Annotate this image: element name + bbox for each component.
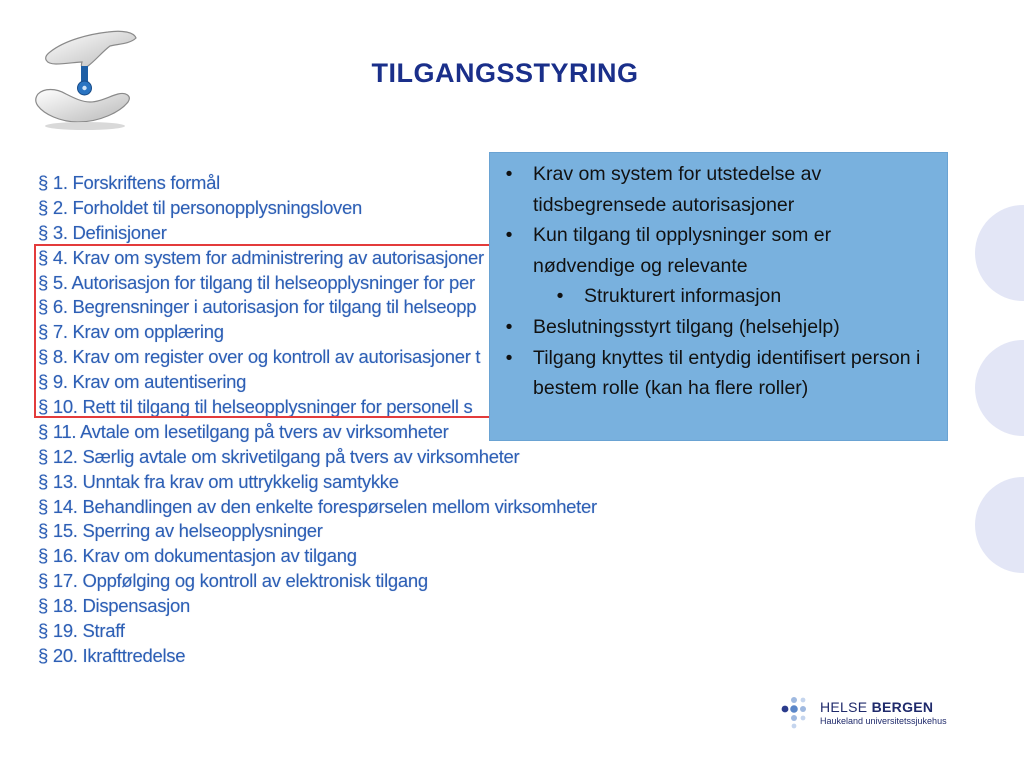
bullet-item [490, 159, 947, 220]
list-item: § 19. Straff [38, 620, 125, 642]
bullet-text: Strukturert informasjon [584, 285, 782, 308]
list-item: § 4. Krav om system for administrering av autorisasjoner [38, 246, 484, 268]
decorative-circle [975, 205, 1024, 301]
list-item: § 7. Krav om opplæring [38, 321, 224, 343]
list-item: § 12. Særlig avtale om skrivetilgang på tvers av virksomheter [38, 445, 520, 467]
list-item: § 16. Krav om dokumentasjon av tilgang [38, 545, 357, 567]
decorative-circle [975, 340, 1024, 436]
list-item: § 9. Krav om autentisering [38, 371, 247, 393]
bullet-icon: • [505, 224, 513, 247]
hands-with-key-icon [30, 22, 145, 132]
list-item: § 6. Begrensninger i autorisasjon for tilgang til helseopp [38, 296, 477, 318]
bullet-text: Tilgang knyttes til entydig identifisert person i bestem rolle (kan ha flere roller) [533, 346, 921, 400]
info-box [489, 152, 948, 441]
list-item: § 3. Definisjoner [38, 221, 167, 243]
list-item: § 10. Rett til tilgang til helseopplysninger for personell s [38, 396, 473, 418]
info-bullet-list [490, 159, 947, 404]
bullet-text: Beslutningsstyrt tilgang (helsehjelp) [533, 315, 840, 338]
list-item: § 14. Behandlingen av den enkelte forespørselen mellom virksomheter [38, 495, 597, 517]
highlight-frame [34, 244, 504, 418]
slide-title: TILGANGSSTYRING [371, 58, 639, 88]
brand-name-bold: BERGEN [871, 699, 934, 715]
list-item: § 13. Unntak fra krav om uttrykkelig samtykke [38, 470, 399, 492]
helse-bergen-logo [780, 696, 970, 730]
decorative-circle [975, 477, 1024, 573]
list-item: § 20. Ikrafttredelse [38, 644, 186, 666]
brand-name-light: HELSE [820, 699, 872, 715]
list-item: § 8. Krav om register over og kontroll av autorisasjoner t [38, 346, 481, 368]
bullet-text: Kun tilgang til opplysninger som er nødvendige og relevante [533, 224, 832, 277]
brand-subtitle: Haukeland universitetssjukehus [820, 716, 947, 726]
bullet-item [490, 220, 947, 281]
sub-bullet-item [490, 281, 947, 312]
helse-bergen-dots-icon [780, 696, 816, 730]
list-item: § 11. Avtale om lesetilgang på tvers av virksomheter [38, 420, 449, 442]
list-item: § 15. Sperring av helseopplysninger [38, 520, 323, 542]
bullet-icon: • [505, 163, 513, 185]
brand-name [820, 699, 933, 715]
bullet-icon: • [556, 285, 564, 308]
bullet-item [490, 343, 947, 404]
bullet-item [490, 312, 947, 343]
bullet-icon: • [505, 315, 513, 338]
list-item: § 5. Autorisasjon for tilgang til helseopplysninger for per [38, 271, 475, 293]
bullet-icon: • [505, 346, 513, 369]
list-item: § 2. Forholdet til personopplysningsloven [38, 196, 362, 218]
list-item: § 1. Forskriftens formål [38, 172, 220, 193]
list-item: § 18. Dispensasjon [38, 595, 190, 617]
list-item: § 17. Oppfølging og kontroll av elektronisk tilgang [38, 570, 428, 592]
bullet-text: Krav om system for utstedelse av tidsbegrensede autorisasjoner [533, 163, 822, 216]
